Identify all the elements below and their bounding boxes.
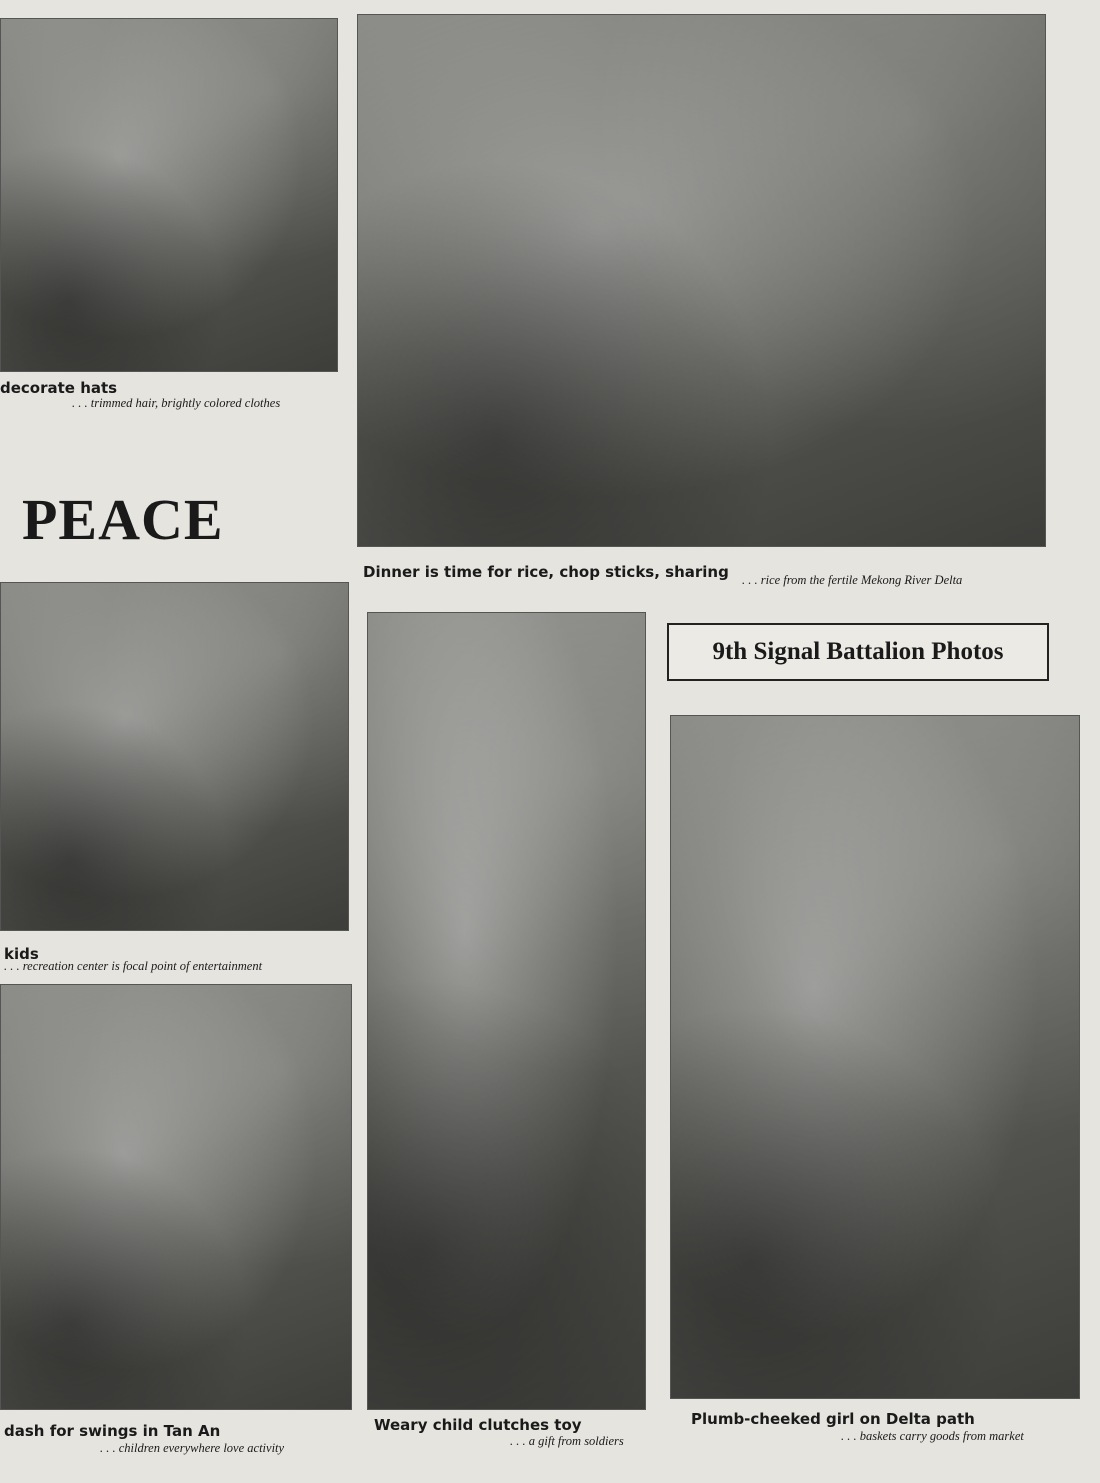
caption-toy-subtitle: . . . a gift from soldiers [510,1434,624,1448]
photo-swings [0,984,352,1410]
photo-playground [0,582,349,931]
caption-kids-title: kids [4,945,39,963]
caption-dinner-title: Dinner is time for rice, chop sticks, sharing [363,563,729,581]
caption-hats-title: decorate hats [0,379,118,397]
photo-child-toy [367,612,646,1410]
caption-girl-title: Plumb-cheeked girl on Delta path [691,1410,975,1428]
photo-dinner [357,14,1046,547]
caption-dinner-subtitle: . . . rice from the fertile Mekong River Delta [742,573,963,587]
caption-hats-subtitle: . . . trimmed hair, brightly colored clothes [72,396,281,410]
caption-swings-subtitle: . . . children everywhere love activity [100,1441,285,1455]
caption-kids-subtitle: . . . recreation center is focal point of entertainment [4,959,263,973]
headline: PEACE [22,487,224,552]
photo-hats [0,18,338,372]
caption-swings-title: dash for swings in Tan An [4,1422,221,1440]
caption-toy-title: Weary child clutches toy [374,1416,582,1434]
photo-girl [670,715,1080,1399]
caption-girl-subtitle: . . . baskets carry goods from market [841,1429,1024,1443]
photo-credit: 9th Signal Battalion Photos [667,623,1049,681]
